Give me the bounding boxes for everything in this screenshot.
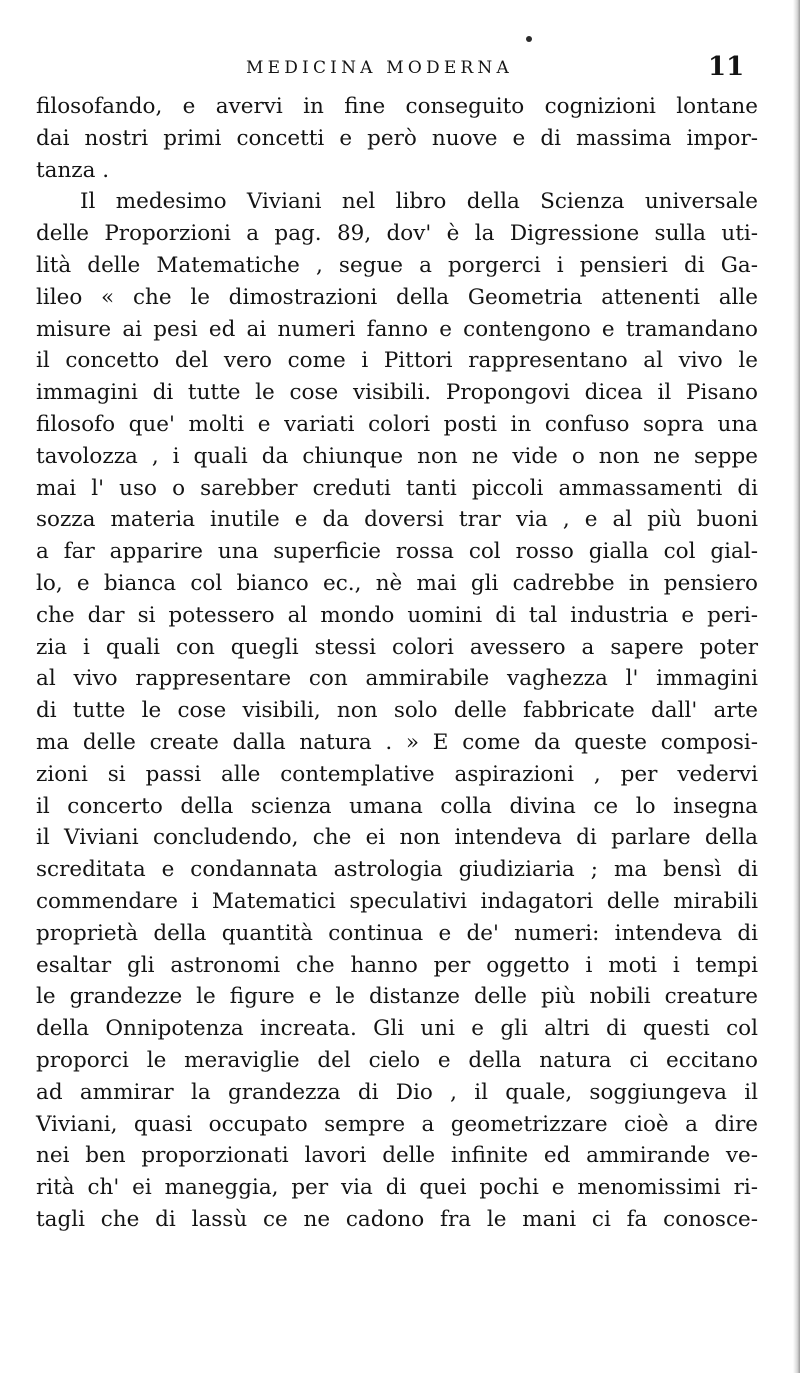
- text-line: ad ammirar la grandezza di Dio , il quale, soggiungeva il: [36, 1079, 758, 1105]
- text-line: nei ben proporzionati lavori delle infinite ed ammirande ve-: [36, 1143, 758, 1169]
- text-line: rità ch' ei maneggia, per via di quei pochi e menomissimi ri-: [36, 1175, 758, 1201]
- text-line: dai nostri primi concetti e però nuove e di massima impor-: [36, 125, 758, 151]
- text-line: tavolozza , i quali da chiunque non ne vide o non ne seppe: [36, 443, 758, 469]
- text-line: lo, e bianca col bianco ec., nè mai gli cadrebbe in pensiero: [36, 570, 758, 596]
- text-line: tanza .: [36, 157, 110, 183]
- paragraph-first-line: Il medesimo Viviani nel libro della Scienza universale: [80, 189, 758, 215]
- text-line: le grandezze le figure e le distanze delle più nobili creature: [36, 984, 758, 1010]
- text-line: delle Proporzioni a pag. 89, dov' è la Digressione sulla uti-: [36, 221, 758, 247]
- text-line: il concerto della scienza umana colla divina ce lo insegna: [36, 793, 758, 819]
- text-line: esaltar gli astronomi che hanno per oggetto i moti i tempi: [36, 952, 758, 978]
- text-line: lileo « che le dimostrazioni della Geometria attenenti alle: [36, 284, 758, 310]
- text-line: al vivo rappresentare con ammirabile vaghezza l' immagini: [36, 666, 758, 692]
- text-line: proporci le meraviglie del cielo e della natura ci eccitano: [36, 1047, 758, 1073]
- text-line: proprietà della quantità continua e de' numeri: intendeva di: [36, 920, 758, 946]
- text-line: zia i quali con quegli stessi colori avessero a sapere poter: [36, 634, 758, 660]
- text-line: il concetto del vero come i Pittori rappresentano al vivo le: [36, 348, 758, 374]
- text-line: mai l' uso o sarebber creduti tanti piccoli ammassamenti di: [36, 475, 758, 501]
- running-head-title: MEDICINA MODERNA: [246, 58, 513, 78]
- text-line: filosofo que' molti e variati colori posti in confuso sopra una: [36, 411, 758, 437]
- running-head: [0, 52, 800, 92]
- text-line: sozza materia inutile e da doversi trar via , e al più buoni: [36, 507, 758, 533]
- page-edge-shadow: [793, 0, 800, 1373]
- text-line: di tutte le cose visibili, non solo delle fabbricate dall' arte: [36, 698, 758, 724]
- text-line: lità delle Matematiche , segue a porgerci i pensieri di Ga-: [36, 252, 758, 278]
- text-line: tagli che di lassù ce ne cadono fra le mani ci fa conosce-: [36, 1206, 758, 1232]
- text-line: zioni si passi alle contemplative aspirazioni , per vedervi: [36, 761, 758, 787]
- text-line: Viviani, quasi occupato sempre a geometrizzare cioè a dire: [36, 1111, 758, 1137]
- ink-dot: [526, 36, 532, 42]
- page-number: 11: [708, 52, 745, 82]
- text-line: ma delle create dalla natura . » E come da queste composi-: [36, 729, 758, 755]
- body-text: [36, 91, 758, 1251]
- text-line: filosofando, e avervi in fine conseguito cognizioni lontane: [36, 94, 758, 119]
- text-line: immagini di tutte le cose visibili. Propongovi dicea il Pisano: [36, 380, 758, 406]
- text-line: della Onnipotenza increata. Gli uni e gli altri di questi col: [36, 1016, 758, 1042]
- text-line: commendare i Matematici speculativi indagatori delle mirabili: [36, 888, 758, 914]
- text-line: screditata e condannata astrologia giudiziaria ; ma bensì di: [36, 857, 758, 883]
- text-line: misure ai pesi ed ai numeri fanno e contengono e tramandano: [36, 316, 758, 342]
- text-line: a far apparire una superficie rossa col rosso gialla col gial-: [36, 539, 758, 565]
- text-line: il Viviani concludendo, che ei non intendeva di parlare della: [36, 825, 758, 851]
- text-line: che dar si potessero al mondo uomini di tal industria e peri-: [36, 602, 758, 628]
